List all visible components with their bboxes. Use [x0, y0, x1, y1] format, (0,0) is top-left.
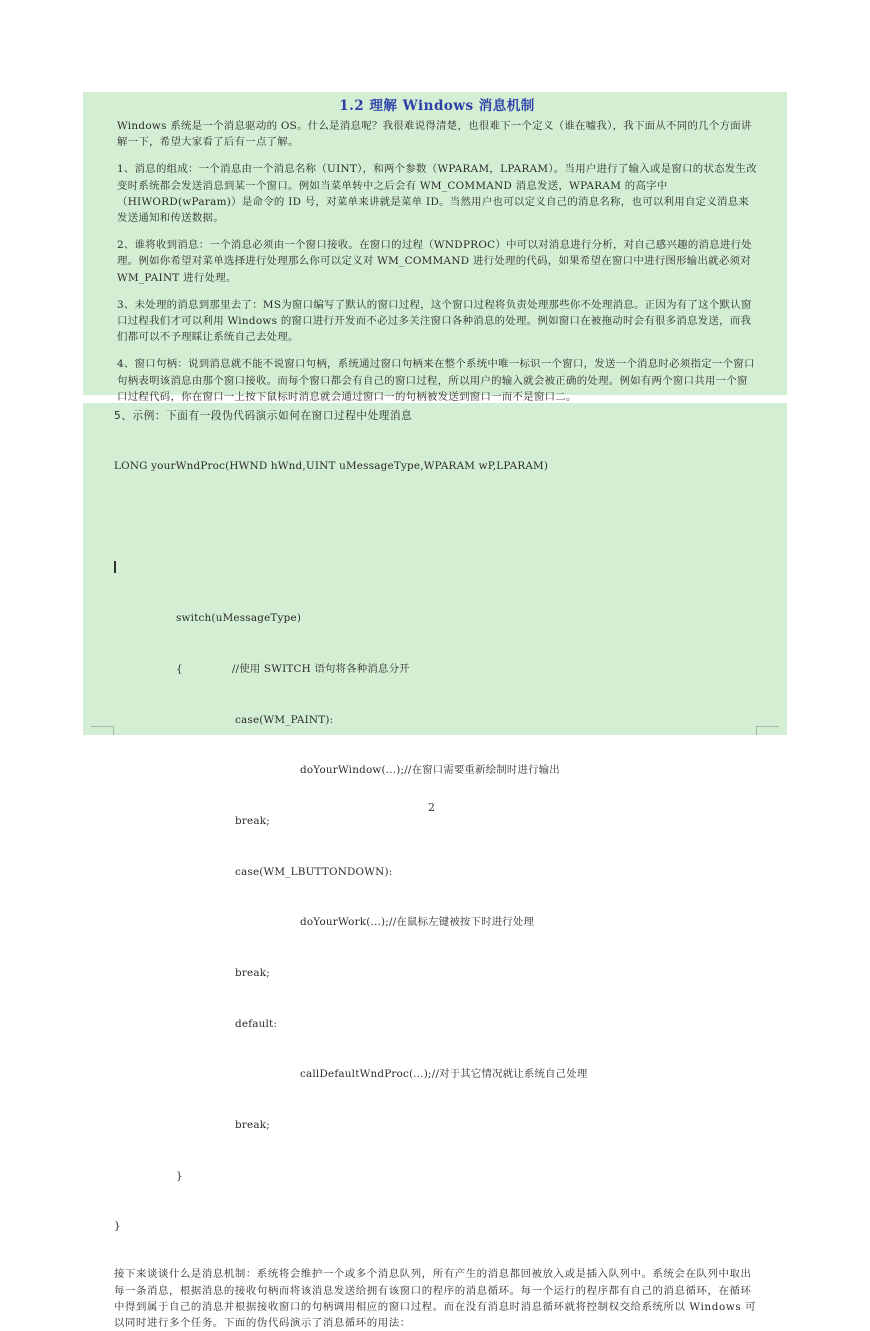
code-case-paint: case(WM_PAINT):	[235, 713, 334, 726]
code-listing	[114, 424, 757, 1266]
code-lbutton-call: doYourWork(...);//在鼠标左键被按下时进行处理	[300, 916, 535, 929]
code-switch-brace: {	[176, 662, 183, 675]
code-break: break;	[235, 1119, 270, 1132]
code-signature: LONG yourWndProc(HWND hWnd,UINT uMessageType,WPARAM wP,LPARAM)	[114, 460, 549, 473]
corner-mark-left	[91, 726, 114, 735]
code-case-lbutton: case(WM_LBUTTONDOWN):	[235, 865, 393, 878]
page-number: 2	[428, 801, 435, 814]
paragraph-message-composition: 1、消息的组成：一个消息由一个消息名称（UINT），和两个参数（WPARAM，LPARAM）。当用户进行了输入或是窗口的状态发生改变时系统都会发送消息到某一个窗口。例如当菜单转中之后会有 WM_COMMAND 消息发送，WPARAM 的高字中（HIWORD(wParam)）是命令的 ID 号，对菜单来讲就是菜单 ID。当然用户也可以定义自己的消息名称，也可以利用自定义消息来发送通知和传送数据。	[117, 163, 757, 225]
paragraph-window-handle: 4、窗口句柄：说到消息就不能不说窗口句柄，系统通过窗口句柄来在整个系统中唯一标识一个窗口，发送一个消息时必须指定一个窗口句柄表明该消息由那个窗口接收。而每个窗口都会有自己的窗口过程，所以用户的输入就会被正确的处理。例如有两个窗口共用一个窗口过程代码，你在窗口一上按下鼠标时消息就会通过窗口一的句柄被发送到窗口一而不是窗口二。	[117, 358, 755, 403]
text-cursor	[114, 561, 116, 573]
code-switch-comment: //使用 SWITCH 语句将各种消息分开	[231, 662, 410, 675]
code-break: break;	[235, 814, 270, 827]
paragraph-unhandled-messages: 3、未处理的消息到那里去了：MS为窗口编写了默认的窗口过程，这个窗口过程将负责处理那些你不处理消息。正因为有了这个默认窗口过程我们才可以利用 Windows 的窗口进行开发而不必过多关注窗口各种消息的处理。例如窗口在被拖动时会有很多消息发送，而我们都可以不予理睬让系统自己去处理。	[117, 298, 752, 344]
code-switch-brace-line	[114, 661, 757, 678]
code-default-call: callDefaultWndProc(...);//对于其它情况就让系统自己处理	[300, 1068, 588, 1081]
corner-mark-right	[756, 726, 779, 735]
code-switch: switch(uMessageType)	[176, 612, 302, 625]
code-blank	[114, 509, 757, 526]
message-loop-paragraph: 接下来谈谈什么是消息机制：系统将会维护一个或多个消息队列，所有产生的消息都回被放入或是插入队列中。系统会在队列中取出每一条消息，根据消息的接收句柄而将该消息发送给拥有该窗口的程序的消息循环。每一个运行的程序都有自己的消息循环，在循环中得到属于自己的消息并根据接收窗口的句柄调用相应的窗口过程。而在没有消息时消息循环就将控制权交给系统所以 Windows 可以同时进行多个任务。下面的伪代码演示了消息循环的用法：	[114, 1268, 757, 1329]
intro-paragraph: Windows 系统是一个消息驱动的 OS。什么是消息呢？我很难说得清楚，也很难下一个定义（谁在嘘我），我下面从不同的几个方面讲解一下，希望大家看了后有一点了解。	[117, 120, 752, 149]
code-close-brace: }	[114, 1219, 121, 1232]
code-break: break;	[235, 967, 270, 980]
paragraph-message-receiver: 2、谁将收到消息：一个消息必须由一个窗口接收。在窗口的过程（WNDPROC）中可以对消息进行分析，对自己感兴趣的消息进行处理。例如你希望对菜单选择进行处理那么你可以定义对 WM_COMMAND 进行处理的代码，如果希望在窗口中进行图形输出就必须对 WM_PAINT 进行处理。	[117, 239, 752, 284]
code-open-brace-line	[114, 559, 757, 576]
section-title: 1.2 理解 Windows 消息机制	[339, 98, 535, 114]
code-default: default:	[235, 1017, 278, 1030]
code-switch-close: }	[176, 1169, 183, 1182]
text-block-code-example	[83, 403, 787, 1329]
code-paint-call: doYourWindow(...);//在窗口需要重新绘制时进行输出	[300, 764, 560, 777]
example-heading: 5、示例：下面有一段伪代码演示如何在窗口过程中处理消息	[114, 410, 413, 422]
text-block-message-mechanism	[83, 92, 787, 403]
